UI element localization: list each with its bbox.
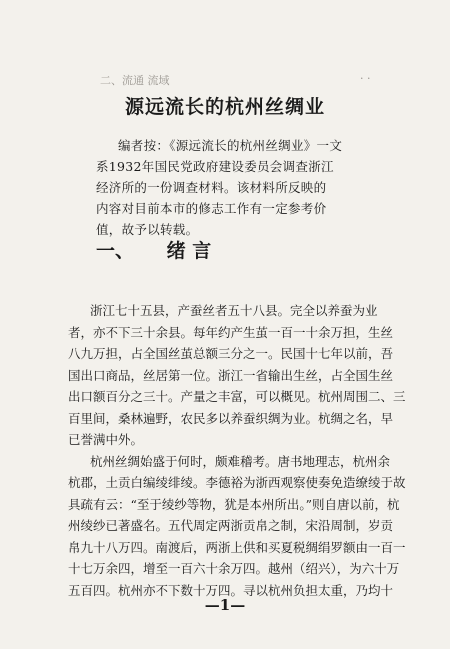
body-line: 八九万担，占全国丝茧总额三分之一。民国十七年以前，吾 — [68, 346, 394, 361]
body-line: 杭州丝绸始盛于何时，颇难稽考。唐书地理志，杭州余 — [90, 453, 391, 469]
faint-header-right: · · — [360, 72, 371, 85]
body-line: 州绫纱已著盛名。五代周定两浙贡帛之制，宋沿周制，岁贡 — [68, 518, 394, 533]
editor-note-line: 值，故予以转载。 — [96, 222, 199, 237]
body-line: 者，亦不下三十余县。每年约产生茧一百一十余万担，生丝 — [68, 324, 394, 340]
editor-note-line: 经济所的一份调查材料。该材料所反映的 — [96, 180, 327, 195]
body-line: 出口额百分之三十。产量之丰富，可以概见。杭州周围二、三 — [68, 389, 406, 404]
body-line: 帛九十八万四。南渡后，两浙上供和买夏税绸绢罗额由一百一 — [68, 539, 406, 555]
body-line: 十七万余四，增至一百六十余万四。越州（绍兴），为六十万 — [68, 561, 400, 576]
body-line: 国出口商品，丝居第一位。浙江一省输出生丝，占全国生丝 — [68, 367, 394, 383]
body-line: 杭郡，土贡白编绫绯绫。李德裕为浙西观察使奏免造缭绫于故 — [68, 475, 406, 490]
section-heading — [96, 236, 237, 263]
faint-header-left: 二、流通 流域 — [100, 74, 170, 87]
section-title: 绪 言 — [166, 240, 212, 262]
editor-note-line: 内容对目前本市的修志工作有一定参考价 — [96, 201, 327, 216]
body-line: 具疏有云：“至于绫纱等物，犹是本州所出。”则自唐以前，杭 — [68, 496, 400, 512]
editor-note-line: 编者按：《源远流长的杭州丝绸业》一文 — [118, 138, 343, 153]
article-title: 源远流长的杭州丝绸业 — [124, 96, 325, 118]
body-text — [68, 300, 418, 601]
body-line: 百里间，桑林遍野，农民多以养蚕织绸为业。杭绸之名，早 — [68, 410, 394, 426]
body-line: 浙江七十五县，产蚕丝者五十八县。完全以养蚕为业 — [90, 303, 378, 318]
section-number: 一、 — [96, 240, 135, 262]
editor-note-line: 系1932年国民党政府建设委员会调查浙江 — [96, 159, 334, 174]
editor-note — [96, 135, 396, 240]
body-line: 五百四。杭州亦不下数十万四。寻以杭州负担太重，乃均十 — [68, 582, 394, 598]
page-number: —1— — [204, 596, 246, 614]
body-line: 已誉满中外。 — [68, 432, 144, 447]
